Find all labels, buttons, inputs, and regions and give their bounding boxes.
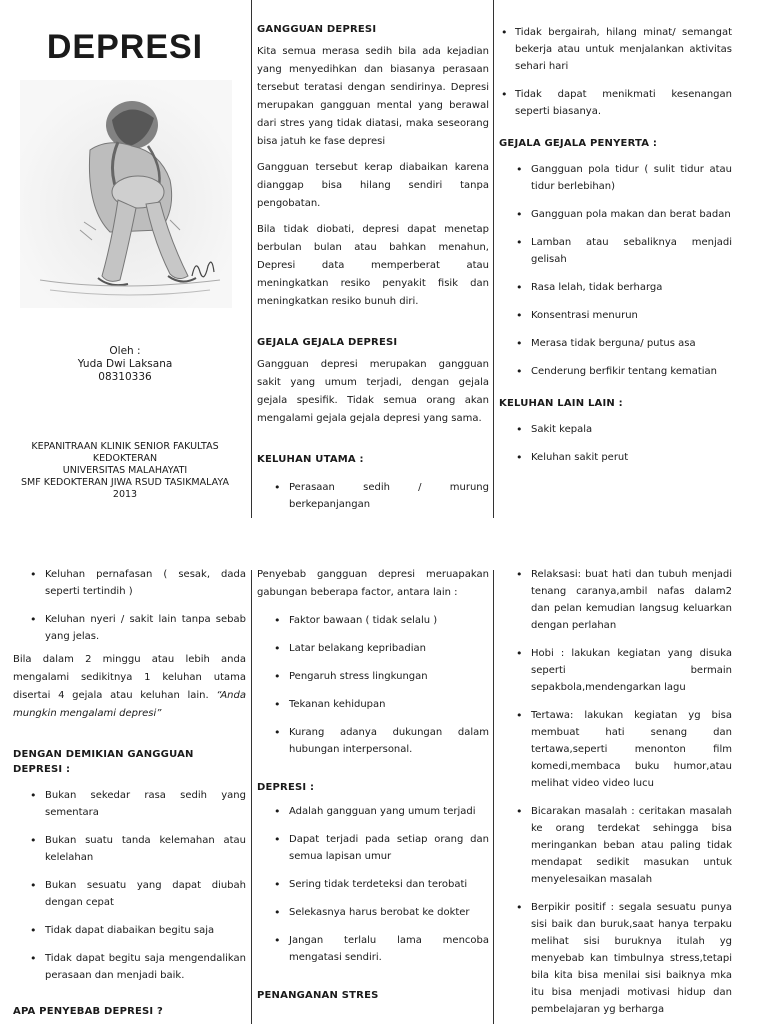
list-item: • Tidak dapat begitu saja mengendalikan perasaan dan menjadi baik. [13, 950, 246, 984]
author-label: Oleh : [109, 345, 141, 357]
heading-depresi: DEPRESI : [257, 782, 315, 793]
column-divider-bottom-left [251, 570, 252, 1024]
heading-apa-penyebab: APA PENYEBAB DEPRESI ? [13, 1006, 164, 1017]
paragraph: Gangguan depresi merupakan gangguan sakit yang umum terjadi, dengan gejala gejala spesifik. Tidak semua orang akan mengalami gejala gejala depresi yang sama. [257, 359, 489, 424]
paragraph-italic-note: “Anda mungkin mengalami depresi” [13, 690, 246, 719]
list-item: • Tekanan kehidupan [257, 696, 489, 713]
cover-sketch-image [20, 80, 232, 308]
author-id: 08310336 [98, 371, 152, 383]
column-divider-bottom-right [493, 570, 494, 1024]
list-item: • Tidak bergairah, hilang minat/ semangat bekerja atau untuk menjalankan aktivitas sehari hari [499, 24, 732, 75]
panel-gangguan-depresi [257, 24, 489, 518]
list-item: • Faktor bawaan ( tidak selalu ) [257, 612, 489, 629]
list-item: • Perasaan sedih / murung berkepanjangan [257, 479, 489, 513]
list-item: • Rasa lelah, tidak berharga [499, 279, 732, 296]
list-item: • Bukan sekedar rasa sedih yang sementara [13, 787, 246, 821]
author-name: Yuda Dwi Laksana [77, 358, 173, 370]
list-item: • Tidak dapat diabaikan begitu saja [13, 922, 246, 939]
paragraph: Penyebab gangguan depresi meruapakan gabungan beberapa factor, antara lain : [257, 569, 489, 598]
panel-dengan-demikian [13, 566, 246, 1024]
cover-title: DEPRESI [46, 28, 204, 66]
institution-line-1: KEPANITRAAN KLINIK SENIOR FAKULTAS [31, 441, 219, 452]
column-divider-top-right [493, 0, 494, 518]
list-item: • Dapat terjadi pada setiap orang dan semua lapisan umur [257, 831, 489, 865]
list-item: • Hobi : lakukan kegiatan yang disuka seperti bermain sepakbola,mendengarkan lagu [499, 645, 732, 696]
list-item: • Adalah gangguan yang umum terjadi [257, 803, 489, 820]
paragraph: Kita semua merasa sedih bila ada kejadian yang menyedihkan dan biasanya perasaan tersebut teratasi dengan sendirinya. Depresi merupakan gangguan mental yang berawal dari stres yang tidak diatasi, maka seseorang bisa jatuh ke fase depresi [257, 46, 489, 147]
paragraph: Gangguan tersebut kerap diabaikan karena dianggap bisa hilang sendiri tanpa pengobatan. [257, 162, 489, 209]
panel-gejala-penyerta [499, 24, 732, 518]
heading-gejala-depresi: GEJALA GEJALA DEPRESI [257, 337, 398, 348]
list-item: • Latar belakang kepribadian [257, 640, 489, 657]
institution-line-4: SMF KEDOKTERAN JIWA RSUD TASIKMALAYA [21, 477, 229, 488]
cover-panel [0, 0, 250, 520]
heading-gangguan-depresi: GANGGUAN DEPRESI [257, 24, 377, 35]
list-item: • Sering tidak terdeteksi dan terobati [257, 876, 489, 893]
list-item: • Kurang adanya dukungan dalam hubungan interpersonal. [257, 724, 489, 758]
list-item: • Gangguan pola makan dan berat badan [499, 206, 732, 223]
list-item: • Selekasnya harus berobat ke dokter [257, 904, 489, 921]
panel-penyebab [257, 566, 489, 1024]
list-item: • Bukan sesuatu yang dapat diubah dengan cepat [13, 877, 246, 911]
list-item: • Keluhan nyeri / sakit lain tanpa sebab yang jelas. [13, 611, 246, 645]
heading-gejala-penyerta: GEJALA GEJALA PENYERTA : [499, 138, 658, 149]
list-item: • Lamban atau sebaliknya menjadi gelisah [499, 234, 732, 268]
heading-keluhan-utama: KELUHAN UTAMA : [257, 454, 364, 465]
institution-line-3: UNIVERSITAS MALAHAYATI [62, 465, 188, 476]
institution-line-2: KEDOKTERAN [92, 453, 158, 464]
heading-dengan-demikian: DENGAN DEMIKIAN GANGGUAN DEPRESI : [13, 749, 194, 775]
list-item: • Bicarakan masalah : ceritakan masalah ke orang terdekat sehingga bisa meringankan beban atau paling tidak mendapat sedikit masukan untuk menyelesaikan masalah [499, 803, 732, 888]
list-item: • Tertawa: lakukan kegiatan yg bisa membuat hati senang dan tertawa,seperti menonton film komedi,membaca buku humor,atau melihat video video lucu [499, 707, 732, 792]
paragraph: Bila tidak diobati, depresi dapat menetap berbulan bulan atau bahkan menahun, Depresi data memperberat atau meningkatkan resiko penyakit fisik dan meningkatkan resiko bunuh diri. [257, 224, 489, 307]
paragraph: Bila dalam 2 minggu atau lebih anda mengalami sedikitnya 1 keluhan utama disertai 4 gejala atau keluhan lain. [13, 654, 246, 701]
list-item: • Berpikir positif : segala sesuatu punya sisi baik dan buruk,saat hanya terpaku melihat sisi buruknya itulah yg menyebab kan timbulnya stress,tetapi bila kita bisa menilai sisi baiknya mka itu bisa menjadi motivasi hidup dan pembelajaran yg berharga [499, 899, 732, 1018]
institution-year: 2013 [112, 489, 138, 500]
list-item: • Sakit kepala [499, 421, 732, 438]
list-item: • Merasa tidak berguna/ putus asa [499, 335, 732, 352]
column-divider-top-left [251, 0, 252, 518]
list-item: • Jangan terlalu lama mencoba mengatasi sendiri. [257, 932, 489, 966]
sitting-figure-sketch [20, 80, 232, 308]
list-item: • Keluhan pernafasan ( sesak, dada seperti tertindih ) [13, 566, 246, 600]
list-item: • Cenderung berfikir tentang kematian [499, 363, 732, 380]
list-item: • Pengaruh stress lingkungan [257, 668, 489, 685]
list-item: • Keluhan sakit perut [499, 449, 732, 466]
list-item: • Bukan suatu tanda kelemahan atau kelelahan [13, 832, 246, 866]
list-item: • Konsentrasi menurun [499, 307, 732, 324]
heading-keluhan-lain: KELUHAN LAIN LAIN : [499, 398, 623, 409]
list-item: • Gangguan pola tidur ( sulit tidur atau tidur berlebihan) [499, 161, 732, 195]
heading-penanganan-stres: PENANGANAN STRES [257, 990, 379, 1001]
list-item: • Relaksasi: buat hati dan tubuh menjadi tenang caranya,ambil nafas dalam2 dan pelan kemudian langsug keluarkan dengan perlahan [499, 566, 732, 634]
list-item: • Tidak dapat menikmati kesenangan seperti biasanya. [499, 86, 732, 120]
panel-penanganan [499, 566, 732, 1024]
